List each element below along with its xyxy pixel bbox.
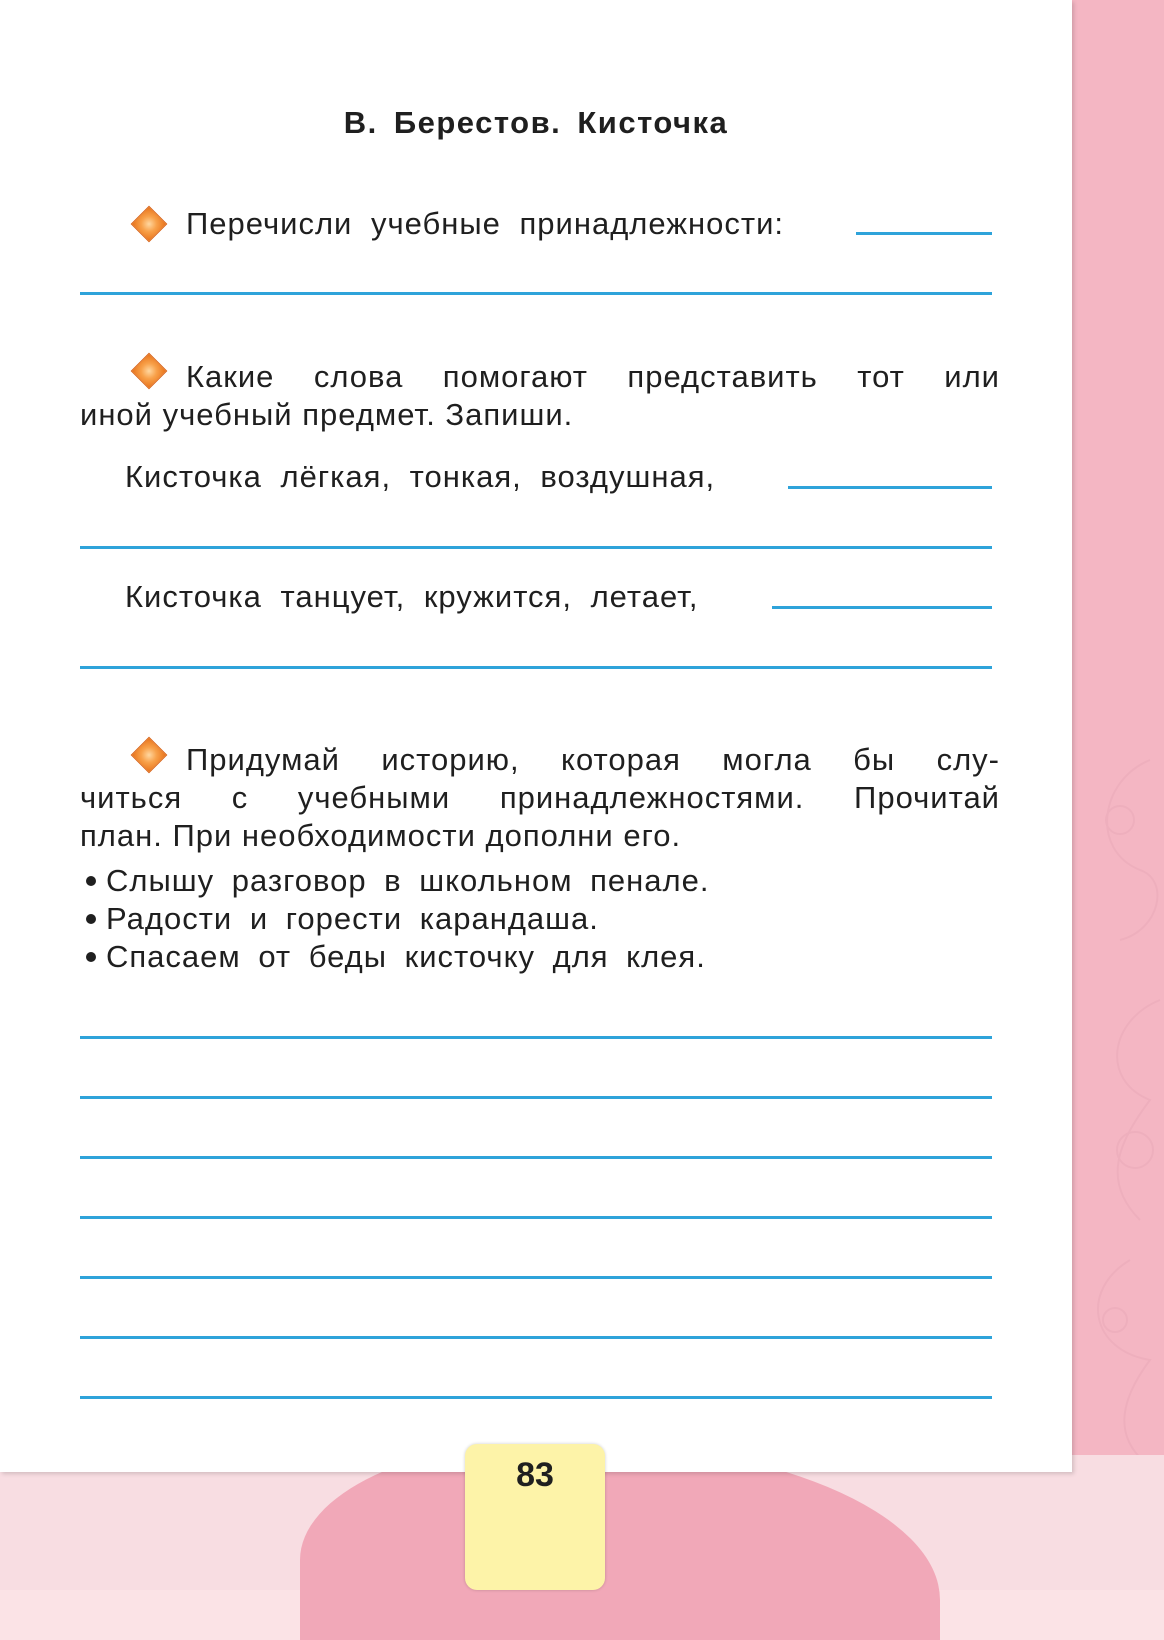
task2-prompt-1: Кисточка лёгкая, тонкая, воздушная,	[125, 459, 716, 494]
task3-line: план. При необходимости дополни его.	[80, 818, 682, 853]
task2-prompt-2: Кисточка танцует, кружится, летает,	[125, 579, 699, 614]
bullet-icon	[86, 952, 96, 962]
answer-line[interactable]	[80, 1396, 992, 1399]
task3-line: Придумай историю, которая могла бы слу-	[186, 742, 1000, 777]
page-number: 83	[465, 1444, 605, 1590]
task3-text	[80, 741, 1000, 855]
task3-line: читься с учебными принадлежностями. Прочитай	[80, 780, 1000, 815]
answer-line[interactable]	[80, 666, 992, 669]
bullet-icon	[86, 914, 96, 924]
page-title: В. Берестов. Кисточка	[343, 105, 729, 140]
answer-line[interactable]	[80, 1036, 992, 1039]
answer-line[interactable]	[80, 292, 992, 295]
task2-line: иной учебный предмет. Запиши.	[80, 397, 574, 432]
bullet-icon	[86, 876, 96, 886]
answer-line[interactable]	[80, 546, 992, 549]
answer-line[interactable]	[80, 1216, 992, 1219]
task2-line: Какие слова помогают представить тот или	[186, 359, 1000, 394]
answer-line[interactable]	[856, 232, 992, 235]
plan-item: Радости и горести карандаша.	[80, 900, 709, 938]
plan-item: Спасаем от беды кисточку для клея.	[80, 938, 709, 976]
task2-text	[80, 358, 1000, 434]
answer-line[interactable]	[80, 1156, 992, 1159]
task1-text: Перечисли учебные принадлежности:	[186, 206, 785, 241]
story-plan-list	[80, 862, 709, 976]
plan-item: Слышу разговор в школьном пенале.	[80, 862, 709, 900]
ornament-decoration	[1060, 700, 1164, 1480]
answer-line[interactable]	[772, 606, 992, 609]
answer-line[interactable]	[788, 486, 992, 489]
answer-line[interactable]	[80, 1096, 992, 1099]
answer-line[interactable]	[80, 1336, 992, 1339]
orange-diamond-icon	[131, 206, 168, 243]
answer-line[interactable]	[80, 1276, 992, 1279]
